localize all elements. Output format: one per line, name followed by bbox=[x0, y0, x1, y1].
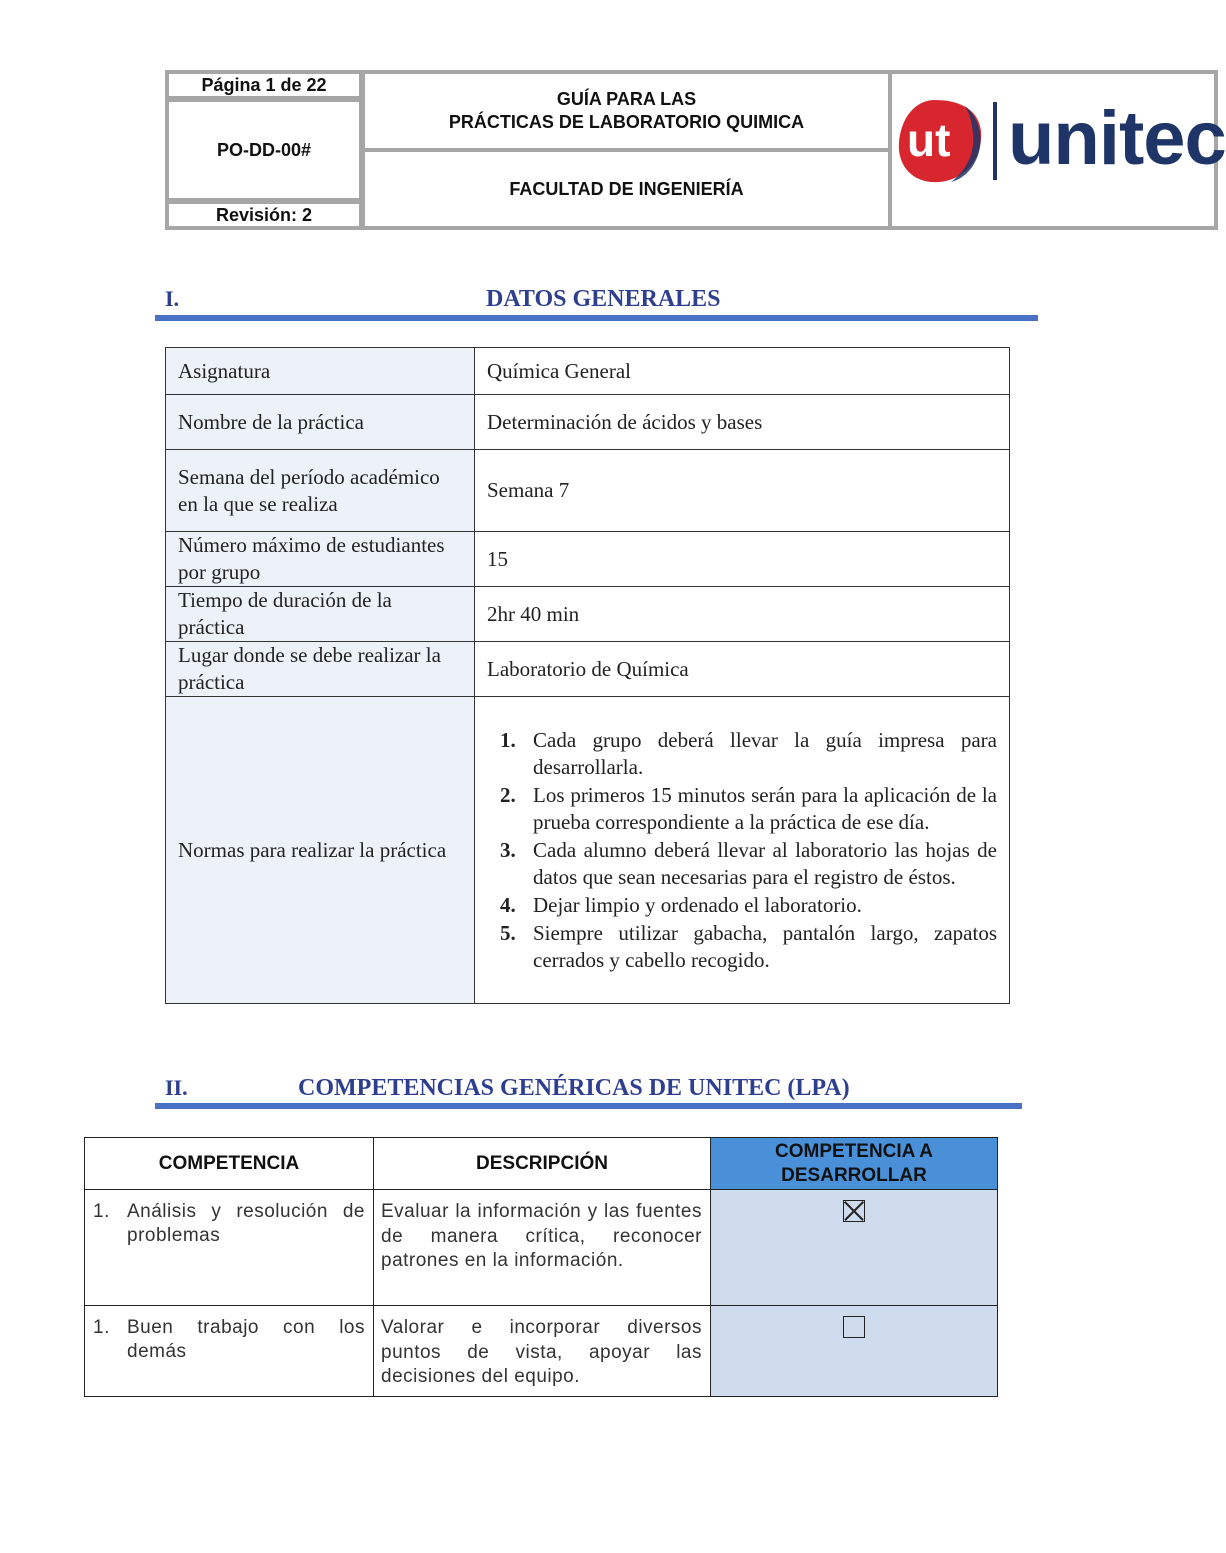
title-cell bbox=[361, 70, 892, 152]
row-label: Semana del período académico en la que se realiza bbox=[166, 450, 475, 532]
faculty-cell bbox=[361, 148, 892, 230]
logo-divider bbox=[993, 102, 997, 180]
col-desarrollar: COMPETENCIA A DESARROLLAR bbox=[711, 1138, 998, 1190]
row-label: Lugar donde se debe realizar la práctica bbox=[166, 642, 475, 697]
section-1-rule bbox=[155, 315, 1038, 321]
descripcion-text: Evaluar la información y las fuentes de manera crítica, reconocer patrones en la información. bbox=[381, 1201, 702, 1271]
row-value: 2hr 40 min bbox=[475, 587, 1010, 642]
norms-list bbox=[487, 727, 997, 974]
descripcion-text: Valorar e incorporar diversos puntos de vista, apoyar las decisiones del equipo. bbox=[381, 1317, 702, 1387]
desarrollar-cell bbox=[711, 1190, 998, 1306]
list-item: 4. Dejar limpio y ordenado el laboratorio. bbox=[521, 892, 997, 919]
section-2-title: COMPETENCIAS GENÉRICAS DE UNITEC (LPA) bbox=[298, 1075, 850, 1101]
norms-cell bbox=[475, 697, 1010, 1004]
norms-label: Normas para realizar la práctica bbox=[166, 697, 475, 1004]
section-2-number: II. bbox=[165, 1075, 188, 1100]
competencia-number: 1. bbox=[93, 1201, 110, 1222]
doc-code: PO-DD-00# bbox=[216, 139, 312, 160]
table-row bbox=[85, 1306, 998, 1397]
competencia-text: Buen trabajo con los demás bbox=[127, 1317, 365, 1362]
table-row bbox=[166, 587, 1010, 642]
col-descripcion: DESCRIPCIÓN bbox=[374, 1138, 711, 1190]
row-value: Laboratorio de Química bbox=[475, 642, 1010, 697]
title-line-2: PRÁCTICAS DE LABORATORIO QUIMICA bbox=[448, 112, 805, 132]
descripcion-cell bbox=[374, 1190, 711, 1306]
section-1-number: I. bbox=[165, 286, 180, 311]
row-value: Semana 7 bbox=[475, 450, 1010, 532]
table-row bbox=[166, 450, 1010, 532]
list-item: 5. Siempre utilizar gabacha, pantalón largo, zapatos cerrados y cabello recogido. bbox=[521, 920, 997, 974]
row-label: Asignatura bbox=[166, 348, 475, 395]
table-row bbox=[166, 395, 1010, 450]
table-row bbox=[166, 697, 1010, 1004]
logo-wordmark: unitec bbox=[1008, 96, 1226, 181]
competencia-item bbox=[85, 1190, 373, 1248]
table-header-row bbox=[85, 1138, 998, 1190]
row-value: Química General bbox=[475, 348, 1010, 395]
row-value: Determinación de ácidos y bases bbox=[475, 395, 1010, 450]
table-row bbox=[166, 642, 1010, 697]
row-label: Nombre de la práctica bbox=[166, 395, 475, 450]
table-row bbox=[166, 532, 1010, 587]
table-row bbox=[85, 1190, 998, 1306]
doc-code-cell bbox=[165, 98, 363, 202]
list-item: 2. Los primeros 15 minutos serán para la aplicación de la prueba correspondiente a la práctica de ese día. bbox=[521, 782, 997, 836]
page-count: Página 1 de 22 bbox=[201, 74, 327, 95]
competencia-cell bbox=[85, 1306, 374, 1397]
row-label: Tiempo de duración de la práctica bbox=[166, 587, 475, 642]
list-item: 1. Cada grupo deberá llevar la guía impresa para desarrollarla. bbox=[521, 727, 997, 781]
section-2-rule bbox=[155, 1103, 1022, 1109]
table-row bbox=[166, 348, 1010, 395]
general-data-table bbox=[165, 347, 1010, 1004]
title-line-1: GUÍA PARA LAS bbox=[556, 89, 697, 109]
desarrollar-cell bbox=[711, 1306, 998, 1397]
list-item: 3. Cada alumno deberá llevar al laboratorio las hojas de datos que sean necesarias para el registro de éstos. bbox=[521, 837, 997, 891]
competencia-number: 1. bbox=[93, 1317, 110, 1338]
revision: Revisión: 2 bbox=[215, 204, 313, 225]
revision-cell bbox=[165, 200, 363, 230]
descripcion-cell bbox=[374, 1306, 711, 1397]
section-1-title: DATOS GENERALES bbox=[486, 286, 721, 312]
row-value: 15 bbox=[475, 532, 1010, 587]
row-label: Número máximo de estudiantes por grupo bbox=[166, 532, 475, 587]
page-count-cell bbox=[165, 70, 363, 100]
logo-mark: ut bbox=[907, 114, 951, 166]
unchecked-checkbox[interactable] bbox=[843, 1316, 865, 1338]
competencia-cell bbox=[85, 1190, 374, 1306]
competencies-table bbox=[84, 1137, 998, 1397]
competencia-item bbox=[85, 1306, 373, 1364]
faculty: FACULTAD DE INGENIERÍA bbox=[509, 178, 744, 199]
competencia-text: Análisis y resolución de problemas bbox=[127, 1201, 365, 1246]
checked-checkbox[interactable] bbox=[843, 1200, 865, 1222]
col-competencia: COMPETENCIA bbox=[85, 1138, 374, 1190]
